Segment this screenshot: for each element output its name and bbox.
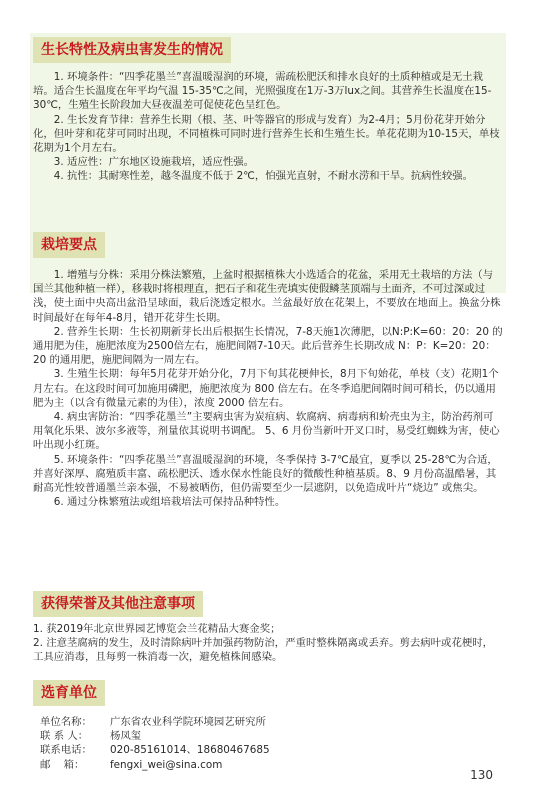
contact-value: 广东省农业科学院环境园艺研究所	[110, 716, 266, 728]
contact-row	[40, 715, 510, 729]
contact-label: 单位名称：	[40, 716, 92, 728]
contact-value: 020-85161014、18680467685	[110, 744, 270, 757]
contact-label: 邮 箱：	[40, 758, 85, 771]
paragraph: 2. 生长发育节律：营养生长期（根、茎、叶等器官的形成与发育）为2-4月；5月份花芽开始分化，但叶芽和花芽可同时出现，不同植株可同时进行营养生长和生殖生长。单花花期为10-15天，单枝花期为1个月左右。	[33, 113, 500, 155]
contact-row	[40, 743, 510, 757]
contact-row	[40, 729, 510, 743]
paragraph: 4. 抗性：其耐寒性差，越冬温度不低于 2℃，怕强光直射，不耐水涝和干旱。抗病性较强。	[53, 170, 474, 183]
contact-value: fengxi_wei@sina.com	[110, 758, 223, 771]
section-body-honors	[33, 622, 503, 665]
paragraph: 5. 环境条件：“四季花墨兰”喜温暖湿润的环境，冬季保持 3-7℃最宜，夏季以 25-28℃为合适，并喜好深厚、腐殖质丰富、疏松肥沃、透水保水性能良好的微酸性种植基质。8、9 月份高温酷暑，其耐高光性较普通墨兰亲本强，不易被晒伤，但仍需要至少一层遮阴，以免造成叶片“烧边” 或焦尖。	[33, 453, 498, 495]
paragraph: 1. 环境条件：“四季花墨兰”喜温暖湿润的环境，需疏松肥沃和排水良好的土质种植或是无土栽培。适合生长温度在年平均气温 15-35℃之间，光照强度在1万-3万lux之间。其营养生长温度在15-30℃，生殖生长阶段加大昼夜温差可促使花色呈红色。	[33, 71, 492, 112]
section-title-growth: 生长特性及病虫害发生的情况	[33, 37, 231, 63]
section-title-breeder: 选育单位	[33, 680, 105, 706]
paragraph: 2. 营养生长期：生长初期新芽长出后根据生长情况，7-8天施1次薄肥，以N:P:K=60：20：20 的通用肥为佳，施肥浓度为2500倍左右，施肥间隔7-10天。此后营养生长期改成 N：P：K=20：20：20 的通用肥，施肥间隔为一周左右。	[33, 325, 503, 367]
paragraph: 3. 生殖生长期：每年5月花芽开始分化，7月下旬其花梗伸长，8月下旬始花，单枝（支）花期1个月左右。在这段时间可加施用磷肥，施肥浓度为 800 倍左右。在冬季追肥间隔时间可稍长，仍以通用肥为主（以含有微量元素的为佳），浓度 2000 倍左右。	[33, 368, 499, 409]
section-body-growth	[33, 70, 503, 184]
contact-value: 杨凤玺	[110, 730, 142, 743]
page-number: 130	[470, 768, 493, 782]
section-title-honors: 获得荣誉及其他注意事项	[33, 591, 203, 617]
paragraph: 4. 病虫害防治：“四季花墨兰”主要病虫害为炭疽病、软腐病、病毒病和蚧壳虫为主，防治药剂可用氧化乐果、波尔多液等，剂量依其说明书调配。 5、6 月份当新叶开叉口时，易受红蜘蛛为害，使心叶出现小红斑。	[33, 411, 500, 452]
section-body-breeder	[40, 715, 510, 772]
contact-row	[40, 758, 510, 772]
contact-label: 联 系 人：	[40, 730, 89, 743]
paragraph: 1. 增殖与分株：采用分株法繁殖，上盆时根据植株大小选适合的花盆，采用无土栽培的方法（与国兰其他种植一样），移栽时将根理直，把石子和花生壳填实使假鳞茎顶端与土面齐，不可过深或过浅，使土面中央高出盆沿呈球面，栽后浇透定根水。兰盆最好放在花架上，不要放在地面上。换盆分株时间最好在每年4-8月，错开花芽生长期。	[33, 269, 501, 324]
section-body-cultivation	[33, 268, 503, 509]
contact-label: 联系电话：	[40, 744, 92, 757]
paragraph: 2. 注意茎腐病的发生，及时清除病叶并加强药物防治，严重时整株隔离或丢弃。剪去病叶或花梗时，工具应消毒，且每剪一株消毒一次，避免植株间感染。	[33, 637, 494, 664]
paragraph: 1. 获2019年北京世界园艺博览会兰花精品大赛金奖；	[33, 623, 281, 635]
section-title-cultivation: 栽培要点	[33, 232, 105, 258]
paragraph: 3. 适应性：广东地区设施栽培，适应性强。	[53, 156, 255, 169]
paragraph: 6. 通过分株繁殖法或组培栽培法可保持品种特性。	[53, 496, 286, 509]
